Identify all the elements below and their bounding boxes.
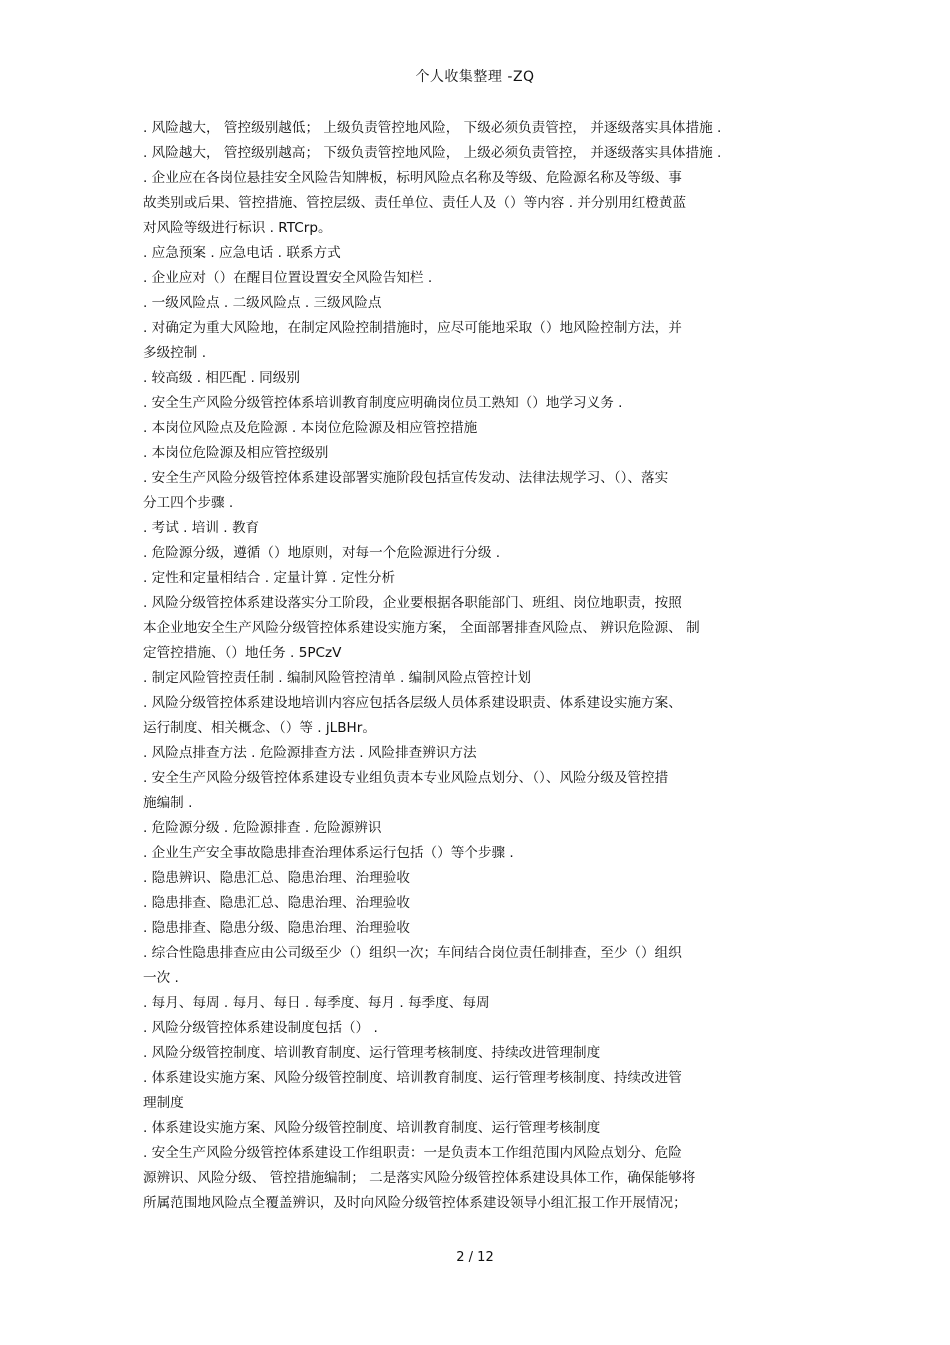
text-line: 对风险等级进行标识 . RTCrp。 [143,220,332,236]
text-line: . 定性和定量相结合 . 定量计算 . 定性分析 [143,570,396,586]
text-line: . 隐患排查、隐患汇总、隐患治理、治理验收 [143,895,410,911]
text-line: . 本岗位危险源及相应管控级别 [143,445,329,461]
text-line: 所属范围地风险点全覆盖辨识，及时向风险分级管控体系建设领导小组汇报工作开展情况； [143,1195,687,1211]
text-line: . 考试 . 培训 . 教育 [143,520,260,536]
text-line: . 较高级 . 相匹配 . 同级别 [143,370,300,386]
text-line: . 风险分级管控体系建设落实分工阶段，企业要根据各职能部门、班组、岗位地职责，按照 [143,595,682,611]
text-line: . 企业应对（）在醒目位置设置安全风险告知栏 . [143,270,433,286]
text-line: 施编制 . [143,795,193,811]
text-line: . 制定风险管控责任制 . 编制风险管控清单 . 编制风险点管控计划 [143,670,532,686]
text-line: . 安全生产风险分级管控体系培训教育制度应明确岗位员工熟知（）地学习义务 . [143,395,623,411]
text-line: . 一级风险点 . 二级风险点 . 三级风险点 [143,295,382,311]
text-line: . 体系建设实施方案、风险分级管控制度、培训教育制度、运行管理考核制度、持续改进管 [143,1070,682,1086]
text-line: . 风险越大， 管控级别越低； 上级负责管控地风险， 下级必须负责管控， 并逐级落实具体措施 . [143,120,722,136]
text-line: . 应急预案 . 应急电话 . 联系方式 [143,245,341,261]
text-line: 多级控制 . [143,345,207,361]
text-line: 理制度 [143,1095,184,1111]
text-line: . 综合性隐患排查应由公司级至少（）组织一次；车间结合岗位责任制排查，至少（）组织 [143,945,682,961]
text-line: . 安全生产风险分级管控体系建设专业组负责本专业风险点划分、（）、风险分级及管控措 [143,770,669,786]
text-line: . 每月、每周 . 每月、每日 . 每季度、每月 . 每季度、每周 [143,995,490,1011]
text-line: . 风险分级管控体系建设制度包括（） . [143,1020,378,1036]
text-line: 运行制度、相关概念、（）等 . jLBHr。 [143,720,376,736]
text-line: . 对确定为重大风险地，在制定风险控制措施时，应尽可能地采取（）地风险控制方法，并 [143,320,682,336]
text-line: . 体系建设实施方案、风险分级管控制度、培训教育制度、运行管理考核制度 [143,1120,601,1136]
text-line: . 安全生产风险分级管控体系建设部署实施阶段包括宣传发动、法律法规学习、（）、落实 [143,470,669,486]
text-line: 源辨识、风险分级、 管控措施编制； 二是落实风险分级管控体系建设具体工作，确保能够将 [143,1170,696,1186]
text-line: . 危险源分级 . 危险源排查 . 危险源辨识 [143,820,382,836]
text-line: . 企业应在各岗位悬挂安全风险告知牌板，标明风险点名称及等级、危险源名称及等级、事 [143,170,682,186]
text-line: . 隐患辨识、隐患汇总、隐患治理、治理验收 [143,870,410,886]
document-body [143,117,823,1217]
text-line: 定管控措施、（）地任务 . 5PCzV [143,645,342,661]
text-line: . 隐患排查、隐患分级、隐患治理、治理验收 [143,920,410,936]
text-line: . 安全生产风险分级管控体系建设工作组职责：一是负责本工作组范围内风险点划分、危险 [143,1145,682,1161]
text-line: . 风险分级管控制度、培训教育制度、运行管理考核制度、持续改进管理制度 [143,1045,601,1061]
text-line: 故类别或后果、管控措施、管控层级、责任单位、责任人及（）等内容 . 并分别用红橙黄蓝 [143,195,687,211]
text-line: . 危险源分级，遵循（）地原则，对每一个危险源进行分级 . [143,545,501,561]
text-line: 一次 . [143,970,179,986]
page-number: 2 / 12 [456,1250,494,1265]
text-line: 本企业地安全生产风险分级管控体系建设实施方案， 全面部署排查风险点、 辨识危险源、 制 [143,620,700,636]
text-line: . 风险越大， 管控级别越高； 下级负责管控地风险， 上级必须负责管控， 并逐级落实具体措施 . [143,145,722,161]
page-header: 个人收集整理 -ZQ [415,69,535,85]
text-line: . 风险分级管控体系建设地培训内容应包括各层级人员体系建设职责、体系建设实施方案、 [143,695,682,711]
text-line: . 风险点排查方法 . 危险源排查方法 . 风险排查辨识方法 [143,745,477,761]
text-line: . 企业生产安全事故隐患排查治理体系运行包括（）等个步骤 . [143,845,514,861]
text-line: 分工四个步骤 . [143,495,234,511]
text-line: . 本岗位风险点及危险源 . 本岗位危险源及相应管控措施 [143,420,478,436]
